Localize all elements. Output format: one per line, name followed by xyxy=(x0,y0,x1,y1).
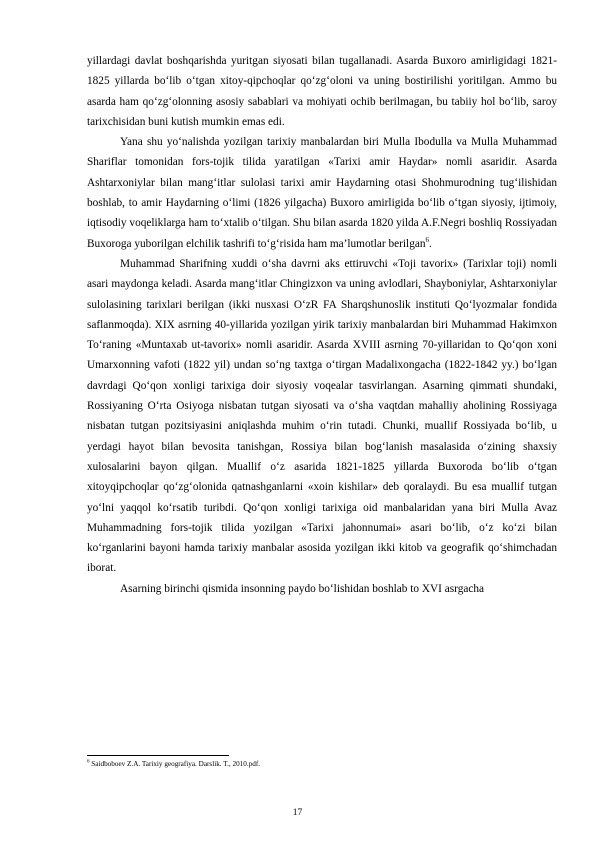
paragraph-1: yillardagi davlat boshqarishda yuritgan siyosati bilan tugallanadi. Asarda Buxoro amirligidagi 1821-1825 yillarda bo‘lib o‘tgan xitoy-qipchoqlar qo‘zg‘oloni va uning bostirilishi yoritilgan. Ammo bu asarda ham qo‘zg‘olonning asosiy sabablari va mohiyati ochib berilmagan, bu tabiiy hol bo‘lib, saroy tarixchisidan buni kutish mumkin emas edi. xyxy=(87,55,557,128)
footnote-text: Saidboboev Z.A. Tarixiy geografiya. Darslik. T., 2010.pdf. xyxy=(89,760,261,768)
footnote-separator xyxy=(87,755,229,756)
page-number: 17 xyxy=(292,808,303,818)
footnote xyxy=(87,759,557,769)
body-text xyxy=(87,51,557,599)
paragraph-2: Yana shu yo‘nalishda yozilgan tarixiy manbalardan biri Mulla Ibodulla va Mulla Muhammad Shariflar tomonidan fors-tojik tilida yaratilgan «Tarixi amir Haydar» nomli asaridir. Asarda Ashtarxoniylar bilan mang‘itlar sulolasi tarixi amir Haydarning otasi Shohmurodning tug‘ilishidan boshlab, to amir Haydarning o‘limi (1826 yilgacha) Buxoro amirligida bo‘lib o‘tgan siyosiy, ijtimoiy, iqtisodiy voqeliklarga ham to‘xtalib o‘tilgan. Shu bilan asarda 1820 yilda A.F.Negri boshliq Rossiyadan Buxoroga yuborilgan elchilik tashrifi to‘g‘risida ham ma’lumotlar berilgan$^6$. xyxy=(87,136,557,250)
paragraph-2-text: Yana shu yo‘nalishda yozilgan tarixiy manbalardan biri Mulla Ibodulla va Mulla Muhammad Shariflar tomonidan fors-tojik tilida yaratilgan «Tarixi amir Haydar» nomli asaridir. Asarda Ashtarxoniylar bilan mang‘itlar sulolasi tarixi amir Haydarning otasi Shohmurodning tug‘ilishidan boshlab, to amir Haydarning o‘limi (1826 yilgacha) Buxoro amirligida bo‘lib o‘tgan siyosiy, ijtimoiy, iqtisodiy voqeliklarga ham to‘xtalib o‘tilgan. Shu bilan asarda 1820 yilda A.F.Negri boshliq Rossiyadan Buxoroga yuborilgan elchilik tashrifi to‘g‘risida ham ma’lumotlar berilgan xyxy=(87,136,557,250)
footnote-reference[interactable]: 6 xyxy=(425,235,430,244)
paragraph-3: Muhammad Sharifning xuddi o‘sha davrni aks ettiruvchi «Toji tavorix» (Tarixlar toji) nomli asari maydonga keladi. Asarda mang‘itlar Chingizxon va uning avlodlari, Shayboniylar, Ashtarxoniylar sulolasining tarixlari berilgan (ikki nusxasi O‘zR FA Sharqshunoslik instituti Qo‘lyozmalar fondida saflanmoqda). XIX asrning 40-yillarida yozilgan yirik tarixiy manbalardan biri Muhammad Hakimxon To‘raning «Muntaxab ut-tavorix» nomli asaridir. Asarda XVIII asrning 70-yillaridan to Qo‘qon xoni Umarxonning vafoti (1822 yil) undan so‘ng taxtga o‘tirgan Madalixongacha (1822-1842 yy.) bo‘lgan davrdagi Qo‘qon xonligi tarixiga doir siyosiy voqealar tasvirlangan. Asarning qimmati shundaki, Rossiyaning O‘rta Osiyoga nisbatan tutgan siyosati va o‘sha vaqtdan mahalliy aholining Rossiyaga nisbatan tutgan pozitsiyasini aniqlashda muhim o‘rin tutadi. Chunki, muallif Rossiyada bo‘lib, u yerdagi hayot bilan bevosita tanishgan, Rossiya bilan bog‘lanish masalasida o‘zining shaxsiy xulosalarini bayon qilgan. Muallif o‘z asarida 1821-1825 yillarda Buxoroda bo‘lib o‘tgan xitoyqipchoqlar qo‘zg‘olonida qatnashganlarni «xoin kishilar» deb qoralaydi. Bu esa muallif tutgan yo‘lni yaqqol ko‘rsatib turibdi. Qo‘qon xonligi tarixiga oid manbalaridan yana biri Mulla Avaz Muhammadning fors-tojik tilida yozilgan «Tarixi jahonnumai» asari bo‘lib, o‘z ko‘zi bilan ko‘rganlarini bayoni hamda tarixiy manbalar asosida yozilgan ikki kitob va geografik qo‘shimchadan iborat. xyxy=(87,257,557,575)
paragraph-4: Asarning birinchi qismida insonning paydo bo‘lishidan boshlab to XVI asrgacha xyxy=(120,582,485,595)
footnote-mark: 6 xyxy=(87,759,90,765)
